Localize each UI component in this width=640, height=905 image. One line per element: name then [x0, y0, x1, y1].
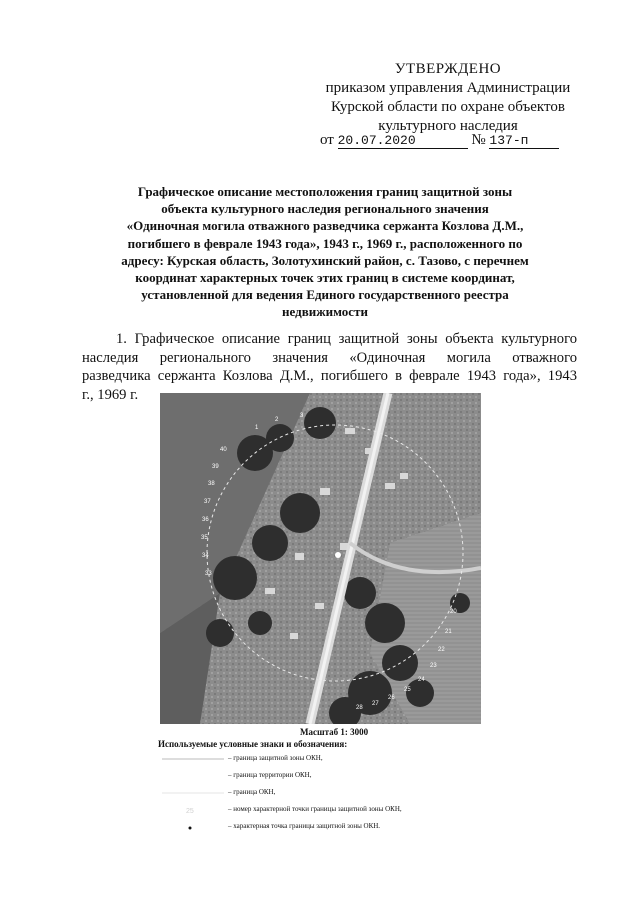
legend-label: – номер характерной точки границы защитной зоны ОКН,: [228, 805, 402, 813]
legend-item: [160, 820, 480, 837]
point-label: 36: [202, 517, 209, 523]
legend-item: [160, 803, 480, 820]
point-label: 3: [300, 413, 304, 419]
approval-block: [318, 60, 578, 136]
point-label: 35: [201, 535, 208, 541]
title-line: Графическое описание местоположения границ защитной зоны: [137, 184, 513, 199]
point-label: 21: [445, 629, 452, 635]
paragraph-line: наследия регионального значения «Одиночная могила отважного: [82, 349, 577, 366]
legend-item: [160, 769, 480, 786]
legend-label: – граница ОКН,: [228, 788, 276, 796]
approval-heading: УТВЕРЖДЕНО: [394, 61, 502, 77]
point-label: 20: [450, 609, 457, 615]
order-date: 20.07.2020: [338, 133, 468, 149]
paragraph-line: разведчика сержанта Козлова Д.М., погибшего в феврале 1943 года», 1943: [82, 368, 577, 384]
point-label: 25: [404, 687, 411, 693]
aerial-map: [160, 393, 481, 724]
point-label: 1: [255, 425, 259, 431]
aerial-map-image: [160, 393, 481, 724]
approval-line: культурного наследия: [378, 118, 518, 134]
point-label: 33: [205, 571, 212, 577]
boundary-line-icon: [160, 754, 226, 764]
point-label: 2: [275, 417, 279, 423]
approval-line: приказом управления Администрации: [325, 80, 571, 96]
territory-line-icon: [160, 771, 226, 781]
approval-line: Курской области по охране объектов: [331, 99, 565, 115]
order-number: 137-п: [489, 133, 559, 149]
title-line: установленной для ведения Единого государственного реестра: [141, 287, 509, 303]
legend-item: [160, 786, 480, 803]
legend-title: Используемые условные знаки и обозначения:: [158, 739, 348, 749]
point-label: 22: [438, 647, 445, 653]
paragraph-line: г., 1969 г.: [82, 386, 139, 403]
point-dot-icon: [160, 822, 226, 832]
legend-label: – характерная точка границы защитной зоны ОКН.: [228, 822, 381, 830]
title-line: объекта культурного наследия регионального значения: [161, 201, 489, 217]
point-label: 38: [208, 481, 215, 487]
legend-label: – граница защитной зоны ОКН,: [228, 754, 323, 762]
paragraph-line: 1. Графическое описание границ защитной зоны объекта культурного: [116, 331, 577, 347]
point-number-icon: [160, 805, 226, 815]
point-label: 26: [388, 695, 395, 701]
title-line: погибшего в феврале 1943 года», 1943 г., 1969 г., расположенного по: [127, 235, 523, 251]
point-label: 34: [202, 553, 209, 559]
title-line: координат характерных точек этих границ в системе координат,: [135, 270, 515, 286]
order-line: [320, 132, 580, 149]
point-label: 27: [372, 701, 379, 707]
point-label: 23: [430, 663, 437, 669]
order-from-label: от: [320, 132, 334, 148]
point-label: 28: [356, 705, 363, 711]
map-scale: Масштаб 1: 3000: [300, 727, 369, 737]
legend: [160, 752, 480, 837]
okn-boundary-icon: [160, 788, 226, 798]
document-title: [95, 183, 555, 321]
legend-label: – граница территории ОКН,: [228, 771, 312, 779]
title-line: недвижимости: [282, 304, 368, 320]
point-label: 37: [204, 499, 211, 505]
point-number-sample: 25: [186, 808, 194, 815]
title-line: «Одиночная могила отважного разведчика сержанта Козлова Д.М.,: [126, 218, 524, 234]
point-label: 39: [212, 464, 219, 470]
order-number-label: №: [471, 132, 486, 148]
point-label: 40: [220, 447, 227, 453]
title-line: адресу: Курская область, Золотухинский район, с. Тазово, с перечнем: [121, 252, 529, 268]
point-label: 24: [418, 677, 425, 683]
legend-item: [160, 752, 480, 769]
